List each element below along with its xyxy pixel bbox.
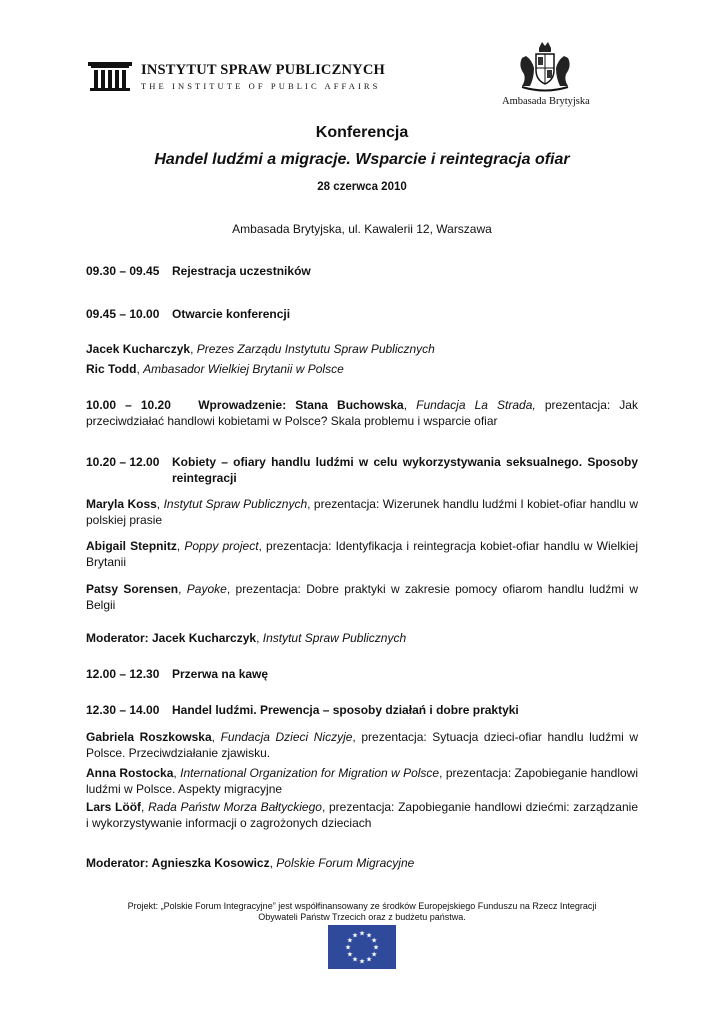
agenda-time: 10.20 – 12.00 [86,455,160,469]
moderator-entry: Moderator: Agnieszka Kosowicz, Polskie Forum Migracyjne [86,856,415,870]
speaker-org: Fundacja Dzieci Niczyje [220,730,353,744]
speaker-entry [86,342,638,358]
presentation-text: prezentacja: Zapobieganie handlowi ludźmi w Polsce. Aspekty migracyjne [86,766,639,796]
separator: , [190,342,197,356]
agenda-title: Kobiety – ofiary handlu ludźmi w celu wykorzystywania seksualnego. Sposoby reintegracji [172,455,638,485]
eu-flag-icon [328,925,396,969]
speaker-entry: Maryla Koss, Instytut Spraw Publicznych, prezentacja: Wizerunek handlu ludźmi I kobiet-ofiar handlu w polskiej prasie [86,497,639,527]
conference-title: Handel ludźmi a migracje. Wsparcie i reintegracja ofiar [154,151,570,168]
eu-star-icon: ★ [346,936,354,945]
agenda-time: 12.00 – 12.30 [86,667,160,681]
agenda-title: Otwarcie konferencji [172,307,291,321]
presentation-text: prezentacja: Identyfikacja i reintegracja kobiet-ofiar handlu w Wielkiej Brytanii [86,539,638,569]
speaker-name: Ric Todd [86,362,137,376]
eu-star-icon: ★ [358,929,366,938]
presentation-text: prezentacja: Sytuacja dzieci-ofiar handlu ludźmi w Polsce. Przeciwdziałanie zjawisku. [86,730,639,760]
moderator-label: Moderator: Jacek Kucharczyk [86,631,257,645]
agenda-item-session1 [86,455,638,486]
speaker-name: Lars Lööf [86,800,142,814]
agenda-item-registration [86,264,638,280]
embassy-label: Ambasada Brytyjska [502,96,590,107]
moderator-org: Polskie Forum Migracyjne [276,856,415,870]
speaker-role: Ambasador Wielkiej Brytanii w Polsce [143,362,344,376]
speaker-entry: Lars Lööf, Rada Państw Morza Bałtyckiego, prezentacja: Zapobieganie handlowi dziećmi: zarządzanie i wykorzystywanie informacji o zagrożonych dzieciach [86,800,638,830]
eu-star-icon: ★ [344,943,352,952]
agenda-time: 12.30 – 14.00 [86,703,160,717]
agenda-title: Handel ludźmi. Prewencja – sposoby działań i dobre praktyki [172,703,519,717]
page-title: Konferencja [315,124,409,141]
presentation-text: prezentacja: Wizerunek handlu ludźmi I kobiet-ofiar handlu w polskiej prasie [86,497,639,527]
speaker-name: Maryla Koss [86,497,157,511]
intro-label: Wprowadzenie: Stana Buchowska [198,398,404,412]
speaker-org: Poppy project [184,539,259,553]
presentation-text: prezentacja: Zapobieganie handlowi dziećmi: zarządzanie i wykorzystywanie informacji o zagrożonych dzieciach [86,800,638,830]
agenda-item-intro: 10.00 – 10.20 Wprowadzenie: Stana Buchowska, Fundacja La Strada, prezentacja: Jak przeciwdziałać handlowi kobietami w Polsce? Skala problemu i wsparcie ofiar [86,398,638,428]
speaker-org: Payoke [186,582,227,596]
eu-star-icon: ★ [358,957,366,966]
moderator-label: Moderator: Agnieszka Kosowicz [86,856,270,870]
eu-star-icon: ★ [365,931,373,940]
speaker-entry: Patsy Sorensen, Payoke, prezentacja: Dobre praktyki w zakresie pomocy ofiarom handlu ludźmi w Belgii [86,582,638,612]
eu-star-icon: ★ [372,943,380,952]
agenda-item-session2 [86,703,638,719]
institute-subtitle: THE INSTITUTE OF PUBLIC AFFAIRS [141,81,381,91]
speaker-name: Anna Rostocka [86,766,174,780]
speaker-name: Patsy Sorensen [86,582,179,596]
agenda-time: 10.00 – 10.20 [86,398,171,412]
moderator-entry: Moderator: Jacek Kucharczyk, Instytut Spraw Publicznych [86,631,407,645]
royal-coat-of-arms-icon [512,40,578,94]
moderator-org: Instytut Spraw Publicznych [262,631,407,645]
speaker-entry: Anna Rostocka, International Organization for Migration w Polsce, prezentacja: Zapobieganie handlowi ludźmi w Polsce. Aspekty migracyjne [86,766,639,796]
separator: , [136,362,144,376]
speaker-entry: Abigail Stepnitz, Poppy project, prezentacja: Identyfikacja i reintegracja kobiet-ofiar handlu w Wielkiej Brytanii [86,539,638,569]
agenda-time: 09.45 – 10.00 [86,307,160,321]
intro-text: prezentacja: Jak przeciwdziałać handlowi kobietami w Polsce? Skala problemu i wsparcie ofiar [86,398,638,428]
eu-star-icon: ★ [370,950,378,959]
eu-star-icon: ★ [346,950,354,959]
agenda-item-coffee [86,667,638,683]
eu-star-icon: ★ [365,955,373,964]
footer-note [60,901,664,923]
speaker-entry: Gabriela Roszkowska, Fundacja Dzieci Niczyje, prezentacja: Sytuacja dzieci-ofiar handlu ludźmi w Polsce. Przeciwdziałanie zjawisku. [86,730,639,760]
footer-line: Projekt: „Polskie Forum Integracyjne” jest współfinansowany ze środków Europejskiego Funduszu na Rzecz Integracji [127,901,597,911]
speaker-name: Gabriela Roszkowska [86,730,212,744]
institute-name: INSTYTUT SPRAW PUBLICZNYCH [141,62,385,78]
speaker-name: Abigail Stepnitz [86,539,177,553]
agenda-time: 09.30 – 09.45 [86,264,160,278]
speaker-org: Rada Państw Morza Bałtyckiego [148,800,322,814]
conference-date: 28 czerwca 2010 [317,181,407,193]
speaker-entry [86,362,638,378]
eu-star-icon: ★ [370,936,378,945]
presentation-text: prezentacja: Dobre praktyki w zakresie pomocy ofiarom handlu ludźmi w Belgii [86,582,638,612]
agenda-title: Rejestracja uczestników [172,264,311,278]
eu-star-icon: ★ [351,955,359,964]
footer-line: Obywateli Państw Trzecich oraz z budżetu państwa. [258,912,466,922]
eu-star-icon: ★ [351,931,359,940]
column-pillar-icon [88,62,132,92]
speaker-role: Prezes Zarządu Instytutu Spraw Publicznych [196,342,435,356]
agenda-title: Przerwa na kawę [172,667,269,681]
intro-org: Fundacja La Strada, [416,398,536,412]
speaker-org: Instytut Spraw Publicznych [163,497,308,511]
speaker-org: International Organization for Migration w Polsce [180,766,440,780]
conference-venue: Ambasada Brytyjska, ul. Kawalerii 12, Warszawa [232,222,492,236]
speaker-name: Jacek Kucharczyk [86,342,191,356]
agenda-item-opening [86,307,638,323]
